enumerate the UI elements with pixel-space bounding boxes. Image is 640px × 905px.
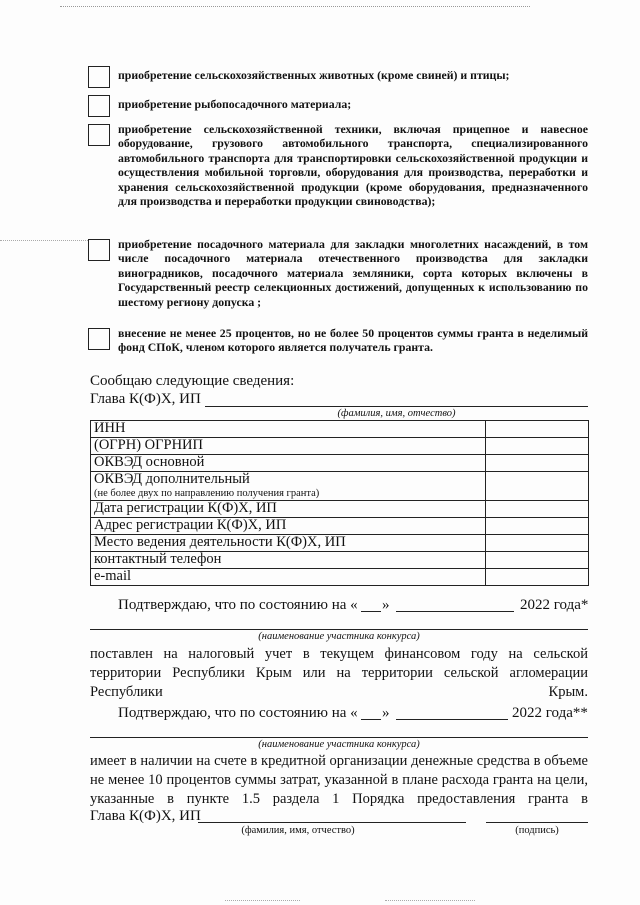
- option-planting-material[interactable]: [88, 237, 588, 309]
- signature-caption: (подпись): [515, 825, 559, 836]
- value-cell[interactable]: [486, 455, 589, 472]
- bottom-dotted-rule: [385, 900, 475, 901]
- value-cell[interactable]: [486, 500, 589, 517]
- row-label: ОКВЭД основной: [91, 455, 486, 472]
- table-row: [91, 534, 589, 551]
- signature-label: Глава К(Ф)Х, ИП: [90, 808, 201, 824]
- row-label: (ОГРН) ОГРНИП: [91, 438, 486, 455]
- confirm1-day-line[interactable]: [361, 611, 381, 612]
- table-row: [91, 551, 589, 568]
- participant-caption-1: (наименование участника конкурса): [258, 631, 420, 642]
- checkbox[interactable]: [88, 239, 110, 261]
- table-row: [91, 500, 589, 517]
- confirm2-day-line[interactable]: [361, 719, 381, 720]
- fio-line[interactable]: [205, 406, 588, 407]
- participant-name-line-1[interactable]: [90, 629, 588, 630]
- option-fish-stock[interactable]: [88, 93, 588, 117]
- confirm1-prefix: Подтверждаю, что по состоянию на «: [118, 597, 358, 613]
- confirm1-text: поставлен на налоговый учет в текущем финансовом году на сельской территории Республики Крым или на территории сельской агломерации Республики Крым.: [90, 646, 588, 700]
- checkbox[interactable]: [88, 66, 110, 88]
- option-text: приобретение посадочного материала для закладки многолетних насаждений, в том числе посадочного материала отечественного производства для закладки виноградников, посадочного материала земляники, сорта которых включены в Государственный реестр селекционных достижений, допущенных к использованию по шестому региону допуска ;: [118, 237, 588, 309]
- table-row: [91, 472, 589, 501]
- confirm2-month-line[interactable]: [396, 719, 508, 720]
- value-cell[interactable]: [486, 438, 589, 455]
- participant-caption-2: (наименование участника конкурса): [258, 739, 420, 750]
- option-text: приобретение сельскохозяйственной техники, включая прицепное и навесное оборудование, грузового автомобильного транспорта, специализированного автомобильного транспорта для транспортировки сельскохозяйственной продукции и осуществления мобильной торговли, оборудования для производства, переработки и хранения сельскохозяйственной продукции (кроме оборудования, предназначенного для производства и переработки продукции свиноводства);: [118, 122, 588, 209]
- confirm1-month-line[interactable]: [396, 611, 514, 612]
- confirm1-quote: »: [382, 597, 390, 613]
- intro-text: Сообщаю следующие сведения:: [90, 373, 295, 389]
- option-cooperative-fund[interactable]: [88, 326, 588, 355]
- value-cell[interactable]: [486, 534, 589, 551]
- row-label: Адрес регистрации К(Ф)Х, ИП: [91, 517, 486, 534]
- margin-dotted-rule: [0, 240, 88, 241]
- option-machinery[interactable]: [88, 122, 588, 208]
- row-note: (не более двух по направлению получения гранта): [94, 487, 320, 499]
- value-cell[interactable]: [486, 517, 589, 534]
- option-text: приобретение сельскохозяйственных животных (кроме свиней) и птицы;: [118, 68, 510, 82]
- checkbox[interactable]: [88, 95, 110, 117]
- row-label: ОКВЭД дополнительный: [94, 471, 250, 487]
- confirm1-year: 2022 года*: [520, 597, 589, 613]
- option-text: внесение не менее 25 процентов, но не более 50 процентов суммы гранта в неделимый фонд СПоК, членом которого является получатель гранта.: [118, 326, 588, 355]
- applicant-info-table: [90, 420, 589, 586]
- row-label: ИНН: [91, 421, 486, 438]
- confirm2-prefix: Подтверждаю, что по состоянию на «: [118, 705, 358, 721]
- value-cell[interactable]: [486, 421, 589, 438]
- row-label: Дата регистрации К(Ф)Х, ИП: [91, 500, 486, 517]
- table-row: [91, 438, 589, 455]
- option-text: приобретение рыбопосадочного материала;: [118, 97, 352, 111]
- table-row: [91, 455, 589, 472]
- row-label: e-mail: [91, 568, 486, 585]
- row-label-with-note: [91, 472, 486, 501]
- confirm2-text: имеет в наличии на счете в кредитной организации денежные средства в объеме не менее 10 процентов суммы затрат, указанной в плане расхода гранта на цели, указанные в пункте 1.5 раздела 1 Порядка предоставления гранта в: [90, 753, 588, 807]
- signature-line[interactable]: [486, 822, 588, 823]
- bottom-dotted-rule: [225, 900, 300, 901]
- row-label: контактный телефон: [91, 551, 486, 568]
- table-row: [91, 421, 589, 438]
- option-livestock[interactable]: [88, 64, 588, 88]
- signature-fio-caption: (фамилия, имя, отчество): [241, 825, 355, 836]
- checkbox[interactable]: [88, 328, 110, 350]
- row-label: Место ведения деятельности К(Ф)Х, ИП: [91, 534, 486, 551]
- checkbox[interactable]: [88, 124, 110, 146]
- fio-caption: (фамилия, имя, отчество): [337, 408, 456, 419]
- head-label: Глава К(Ф)Х, ИП: [90, 391, 201, 407]
- participant-name-line-2[interactable]: [90, 737, 588, 738]
- signature-fio-line[interactable]: [198, 822, 466, 823]
- confirm2-year: 2022 года**: [512, 705, 588, 721]
- table-row: [91, 517, 589, 534]
- value-cell[interactable]: [486, 551, 589, 568]
- confirm2-quote: »: [382, 705, 390, 721]
- value-cell[interactable]: [486, 472, 589, 501]
- value-cell[interactable]: [486, 568, 589, 585]
- table-row: [91, 568, 589, 585]
- top-scan-rule: [60, 6, 530, 7]
